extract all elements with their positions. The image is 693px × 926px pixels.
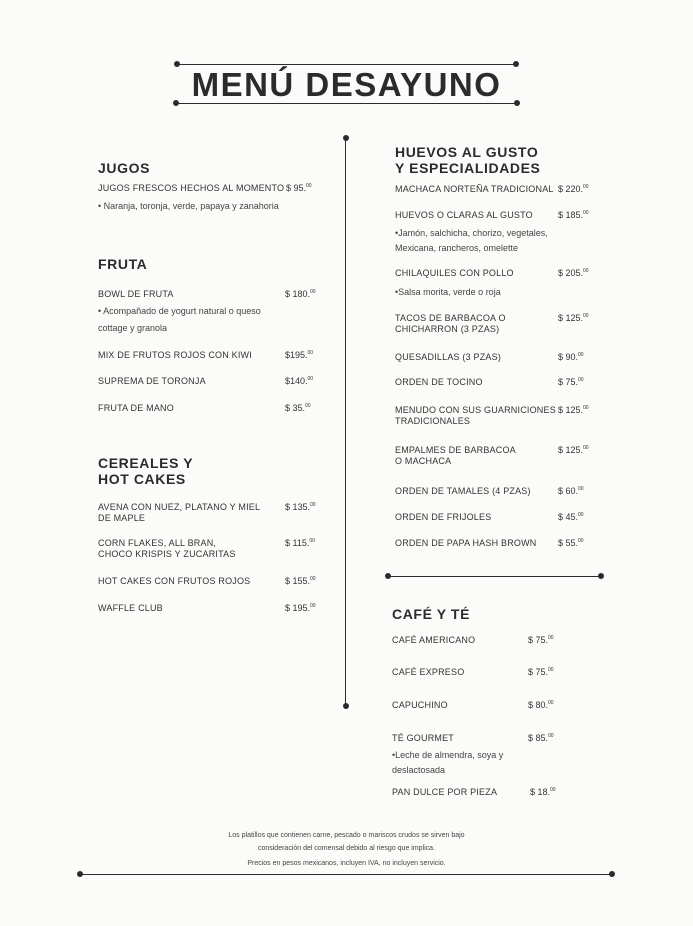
- menu-item-price: $ 115.00: [285, 538, 315, 548]
- footer-rule-right-dot: [609, 871, 615, 877]
- menu-item-price: $ 75.00: [558, 377, 584, 387]
- menu-item-note: • Naranja, toronja, verde, papaya y zanahoria: [98, 201, 279, 211]
- menu-item-name-line2: CHOCO KRISPIS Y ZUCARITAS: [98, 549, 236, 559]
- menu-item-price: $ 60.00: [558, 486, 584, 496]
- header-bottom-right-dot: [514, 100, 520, 106]
- menu-item-name: ORDEN DE FRIJOLES: [395, 512, 492, 522]
- menu-item-name: CAFÉ EXPRESO: [392, 667, 465, 677]
- menu-item-price: $ 185.00: [558, 210, 589, 220]
- column-divider: [345, 139, 346, 705]
- footer-rule-left-dot: [77, 871, 83, 877]
- menu-item-name: QUESADILLAS (3 PZAS): [395, 352, 502, 362]
- menu-item-note: •Jamón, salchicha, chorizo, vegetales,: [395, 228, 548, 238]
- menu-item-price: $195.00: [285, 350, 314, 360]
- menu-item-price: $ 18.00: [530, 787, 556, 797]
- section-heading-line1: CEREALES Y: [98, 455, 194, 471]
- menu-item-price: $ 85.00: [528, 733, 554, 743]
- section-heading-line1: HUEVOS AL GUSTO: [395, 144, 539, 160]
- menu-item-name: HUEVOS O CLARAS AL GUSTO: [395, 210, 533, 220]
- menu-item-name: PAN DULCE POR PIEZA: [392, 787, 498, 797]
- section-heading-huevos: [395, 144, 541, 176]
- footer-note-line2: consideración del comensal debido al riesgo que implica.: [257, 845, 436, 852]
- right-section-rule-right-dot: [598, 573, 604, 579]
- section-heading-line2: Y ESPECIALIDADES: [395, 160, 541, 176]
- menu-item-name: [395, 445, 516, 467]
- menu-item-name: [98, 538, 236, 560]
- menu-item-price: $ 195.00: [285, 603, 316, 613]
- menu-item-name: TÉ GOURMET: [392, 733, 454, 743]
- menu-item-name: WAFFLE CLUB: [98, 603, 163, 613]
- menu-item-name-line2: TRADICIONALES: [395, 416, 471, 426]
- menu-item-note: • Acompañado de yogurt natural o queso: [98, 306, 261, 316]
- menu-item-name: CHILAQUILES CON POLLO: [395, 268, 514, 278]
- column-divider-bottom-dot: [343, 703, 349, 709]
- menu-item-name-line2: DE MAPLE: [98, 513, 146, 523]
- menu-item-price: $ 35.00: [285, 403, 311, 413]
- menu-item-name: MACHACA NORTEÑA TRADICIONAL: [395, 184, 554, 194]
- menu-item-price: $ 95.00: [286, 183, 312, 193]
- menu-item-price: $ 125.00: [558, 313, 589, 323]
- menu-item-price: $ 220.00: [558, 184, 589, 194]
- menu-item-name: ORDEN DE PAPA HASH BROWN: [395, 538, 537, 548]
- menu-item-name-line1: TACOS DE BARBACOA O: [395, 313, 506, 323]
- menu-item-price: $140.00: [285, 376, 314, 386]
- menu-item-name-line1: EMPALMES DE BARBACOA: [395, 445, 516, 455]
- menu-item-name: MIX DE FRUTOS ROJOS CON KIWI: [98, 350, 252, 360]
- menu-item-price: $ 180.00: [285, 289, 316, 299]
- menu-item-name: FRUTA DE MANO: [98, 403, 174, 413]
- footer-note-line1: Los platillos que contienen carne, pescado o mariscos crudos se sirven bajo: [228, 832, 465, 839]
- menu-item-name: ORDEN DE TAMALES (4 PZAS): [395, 486, 531, 496]
- menu-item-name-line1: AVENA CON NUEZ, PLATANO Y MIEL: [98, 502, 261, 512]
- menu-item-price: $ 45.00: [558, 512, 584, 522]
- header-top-rule: [177, 64, 515, 65]
- menu-item-name: CAFÉ AMERICANO: [392, 635, 476, 645]
- menu-item-note: •Salsa morita, verde o roja: [395, 287, 501, 297]
- menu-item-name: HOT CAKES CON FRUTOS ROJOS: [98, 576, 251, 586]
- menu-item-price: $ 125.00: [558, 405, 589, 415]
- footer-note-line3: Precios en pesos mexicanos, incluyen IVA, no incluyen servicio.: [247, 860, 446, 867]
- menu-item-name-line1: CORN FLAKES, ALL BRAN,: [98, 538, 217, 548]
- menu-item-name: JUGOS FRESCOS HECHOS AL MOMENTO: [98, 183, 285, 193]
- menu-item-name: ORDEN DE TOCINO: [395, 377, 483, 387]
- menu-item-name-line1: MENUDO CON SUS GUARNICIONES: [395, 405, 556, 415]
- menu-item-name: BOWL DE FRUTA: [98, 289, 174, 299]
- menu-item-name-line2: CHICHARRON (3 PZAS): [395, 324, 500, 334]
- header-bottom-rule: [176, 103, 516, 104]
- menu-item-name: [395, 313, 506, 335]
- menu-item-name: [98, 502, 260, 524]
- column-divider-top-dot: [343, 135, 349, 141]
- menu-item-name: [395, 405, 556, 427]
- menu-item-note: Mexicana, rancheros, omelette: [395, 243, 519, 253]
- menu-item-price: $ 55.00: [558, 538, 584, 548]
- section-heading-cafe: CAFÉ Y TÉ: [392, 606, 471, 622]
- menu-item-price: $ 135.00: [285, 502, 316, 512]
- menu-item-name-line2: O MACHACA: [395, 456, 452, 466]
- menu-item-price: $ 75.00: [528, 667, 554, 677]
- menu-item-note: cottage y granola: [98, 323, 168, 333]
- menu-item-price: $ 80.00: [528, 700, 554, 710]
- menu-item-note: •Leche de almendra, soya y: [392, 750, 504, 760]
- menu-item-price: $ 155.00: [285, 576, 316, 586]
- menu-item-price: $ 75.00: [528, 635, 554, 645]
- section-heading-jugos: JUGOS: [98, 160, 151, 176]
- menu-item-price: $ 205.00: [558, 268, 589, 278]
- section-heading-line2: HOT CAKES: [98, 471, 186, 487]
- section-heading-fruta: FRUTA: [98, 256, 148, 272]
- section-heading-cereales: [98, 455, 193, 487]
- footer-rule: [80, 874, 611, 875]
- menu-item-price: $ 90.00: [558, 352, 584, 362]
- menu-item-name: CAPUCHINO: [392, 700, 448, 710]
- page-title: MENÚ DESAYUNO: [191, 66, 502, 103]
- header-bottom-left-dot: [173, 100, 179, 106]
- right-section-rule: [388, 576, 600, 577]
- menu-item-note: deslactosada: [392, 765, 446, 775]
- menu-item-price: $ 125.00: [558, 445, 589, 455]
- menu-item-name: SUPREMA DE TORONJA: [98, 376, 206, 386]
- right-section-rule-left-dot: [385, 573, 391, 579]
